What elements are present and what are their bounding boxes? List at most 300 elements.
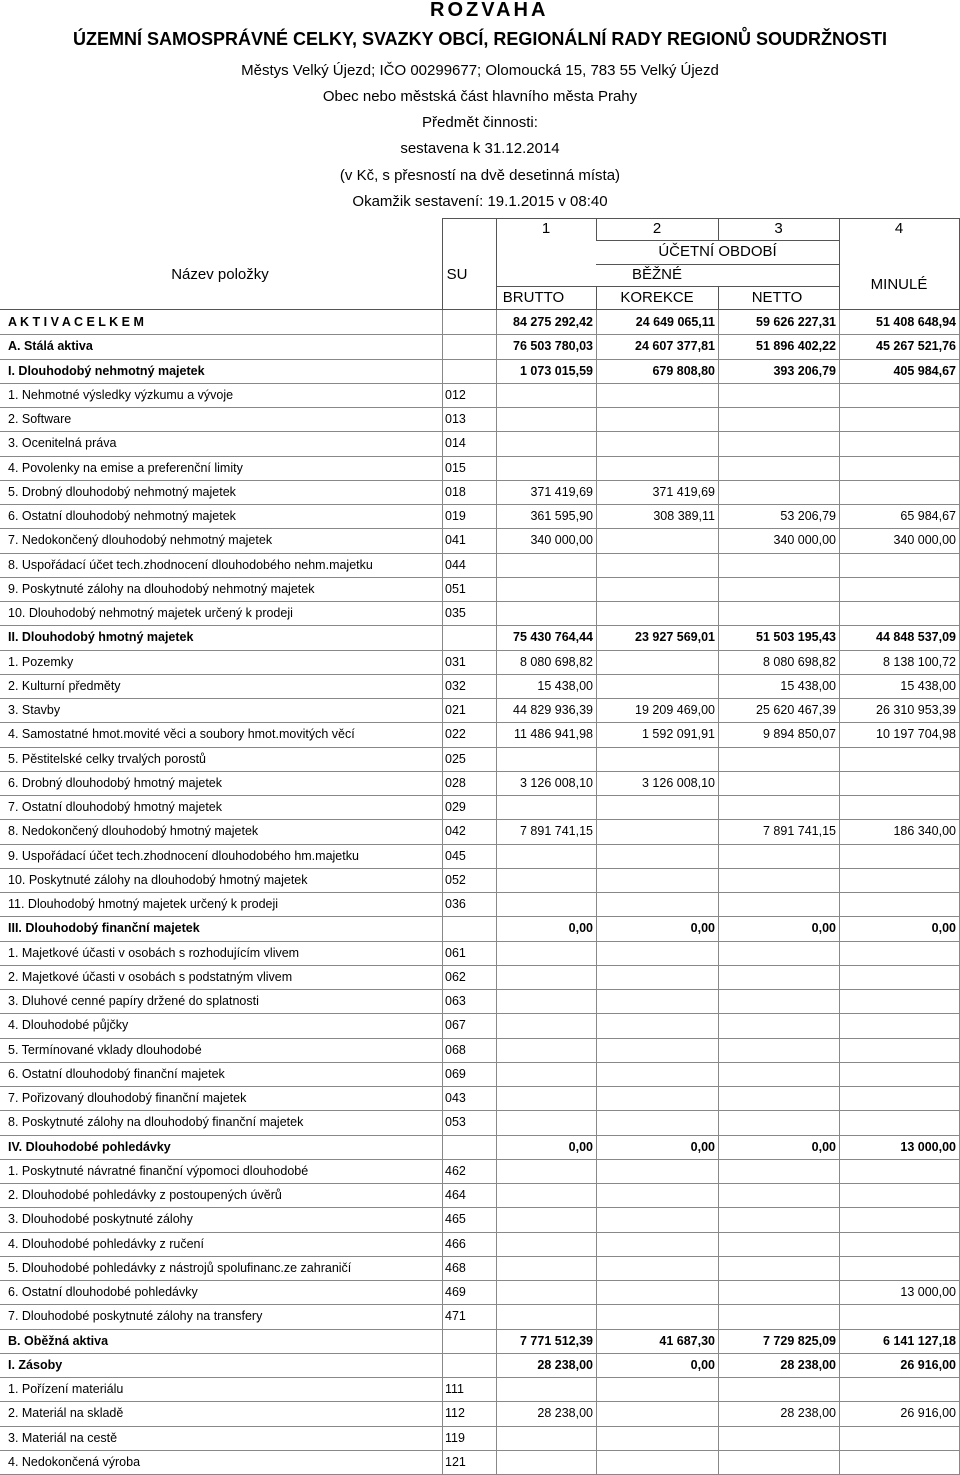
row-netto (718, 577, 839, 601)
row-su-code: 464 (445, 1188, 466, 1203)
row-brutto (496, 1183, 596, 1207)
table-row (0, 1159, 960, 1183)
row-netto (718, 1304, 839, 1328)
row-name: 7. Ostatní dlouhodobý hmotný majetek (8, 800, 223, 815)
row-name: 2. Materiál na skladě (8, 1406, 124, 1421)
row-netto: 7 891 741,15 (763, 824, 836, 839)
row-korekce: 24 649 065,11 (635, 315, 715, 330)
table-row (0, 989, 960, 1013)
row-korekce: 23 927 569,01 (635, 630, 715, 645)
row-netto (718, 1426, 839, 1450)
row-brutto: 0,00 (568, 1139, 593, 1154)
row-su-code (445, 334, 495, 358)
row-korekce: 0,00 (690, 1139, 715, 1154)
row-name: A K T I V A C E L K E M (8, 315, 144, 330)
row-brutto (496, 1426, 596, 1450)
row-netto: 51 896 402,22 (756, 339, 836, 354)
activity-label: Předmět činnosti: (422, 114, 538, 131)
row-minule: 26 916,00 (900, 1357, 956, 1372)
row-su-code: 032 (445, 678, 466, 693)
row-netto (718, 383, 839, 407)
row-minule (839, 553, 959, 577)
row-korekce: 3 126 008,10 (642, 775, 715, 790)
row-minule (839, 1450, 959, 1474)
period-label: ÚČETNÍ OBDOBÍ (658, 243, 777, 260)
row-netto: 15 438,00 (780, 678, 836, 693)
row-korekce (596, 1183, 718, 1207)
table-row (0, 1401, 960, 1425)
row-brutto: 371 419,69 (530, 484, 593, 499)
table-row (0, 528, 960, 552)
row-name: 1. Poskytnuté návratné finanční výpomoci dlouhodobé (8, 1163, 309, 1178)
row-korekce (596, 383, 718, 407)
row-minule: 26 310 953,39 (876, 703, 956, 718)
row-brutto (496, 1038, 596, 1062)
row-netto: 8 080 698,82 (763, 654, 836, 669)
compiled-date: sestavena k 31.12.2014 (400, 140, 560, 157)
document-subtitle: ÚZEMNÍ SAMOSPRÁVNÉ CELKY, SVAZKY OBCÍ, REGIONÁLNÍ RADY REGIONŮ SOUDRŽNOSTI (72, 29, 888, 49)
row-netto: 0,00 (811, 1139, 836, 1154)
row-brutto: 76 503 780,03 (513, 339, 593, 354)
row-minule: 13 000,00 (900, 1285, 956, 1300)
row-brutto (496, 1207, 596, 1231)
row-netto (718, 868, 839, 892)
row-korekce (596, 868, 718, 892)
row-brutto (496, 1159, 596, 1183)
row-su-code: 062 (445, 969, 466, 984)
table-row (0, 965, 960, 989)
row-netto (718, 480, 839, 504)
row-name: 5. Termínované vklady dlouhodobé (8, 1042, 202, 1057)
row-brutto: 28 238,00 (537, 1406, 593, 1421)
table-row (0, 1450, 960, 1474)
row-brutto (496, 1013, 596, 1037)
row-netto (718, 892, 839, 916)
row-korekce (596, 844, 718, 868)
row-minule: 10 197 704,98 (876, 727, 956, 742)
korekce-label: KOREKCE (620, 289, 694, 306)
row-name: 8. Uspořádací účet tech.zhodnocení dlouhodobého nehm.majetku (8, 557, 373, 572)
row-su-code: 042 (445, 824, 466, 839)
table-row (0, 1232, 960, 1256)
row-brutto: 340 000,00 (530, 533, 593, 548)
row-korekce: 0,00 (690, 1357, 715, 1372)
row-minule: 65 984,67 (900, 509, 956, 524)
row-korekce (596, 650, 718, 674)
row-netto (718, 1377, 839, 1401)
previous-period-label: MINULÉ (870, 276, 928, 293)
row-netto (718, 771, 839, 795)
row-su-code: 041 (445, 533, 466, 548)
row-netto (718, 1062, 839, 1086)
row-su-code: 019 (445, 509, 466, 524)
row-netto (718, 1086, 839, 1110)
row-brutto (496, 383, 596, 407)
row-korekce (596, 819, 718, 843)
table-row (0, 504, 960, 528)
row-minule (839, 771, 959, 795)
row-brutto: 1 073 015,59 (520, 363, 593, 378)
row-netto: 28 238,00 (780, 1406, 836, 1421)
row-netto (718, 601, 839, 625)
row-minule (839, 577, 959, 601)
row-su-code: 051 (445, 581, 466, 596)
row-korekce (596, 747, 718, 771)
row-brutto (496, 1377, 596, 1401)
row-name: 10. Poskytnuté zálohy na dlouhodobý hmotný majetek (8, 872, 308, 887)
row-netto: 53 206,79 (780, 509, 836, 524)
row-name: III. Dlouhodobý finanční majetek (8, 921, 200, 936)
row-name: 3. Materiál na cestě (8, 1430, 118, 1445)
row-su-code: 012 (445, 387, 466, 402)
row-brutto: 15 438,00 (537, 678, 593, 693)
table-row (0, 1329, 960, 1353)
row-name: 4. Dlouhodobé pohledávky z ručení (8, 1236, 204, 1251)
table-row (0, 698, 960, 722)
row-netto (718, 1159, 839, 1183)
row-su-code: 029 (445, 800, 466, 815)
row-su-code: 111 (445, 1382, 465, 1397)
row-korekce (596, 1256, 718, 1280)
table-row (0, 941, 960, 965)
table-row (0, 1086, 960, 1110)
table-row (0, 456, 960, 480)
row-korekce (596, 941, 718, 965)
row-minule (839, 1426, 959, 1450)
table-row (0, 1013, 960, 1037)
row-name: 2. Software (8, 412, 72, 427)
row-su-code: 119 (445, 1430, 465, 1445)
row-netto: 0,00 (811, 921, 836, 936)
row-brutto (496, 553, 596, 577)
row-su-code: 067 (445, 1018, 466, 1033)
table-row (0, 334, 960, 358)
row-name: 8. Poskytnuté zálohy na dlouhodobý finanční majetek (8, 1115, 304, 1130)
row-netto (718, 553, 839, 577)
row-brutto: 0,00 (568, 921, 593, 936)
row-su-code: 069 (445, 1066, 466, 1081)
row-su-code: 018 (445, 484, 466, 499)
row-korekce (596, 528, 718, 552)
row-netto: 7 729 825,09 (763, 1333, 836, 1348)
table-row (0, 553, 960, 577)
document-title: ROZVAHA (430, 0, 549, 21)
row-korekce: 41 687,30 (659, 1333, 715, 1348)
row-korekce (596, 1159, 718, 1183)
row-name: 5. Dlouhodobé pohledávky z nástrojů spolufinanc.ze zahraničí (8, 1260, 352, 1275)
row-minule (839, 383, 959, 407)
name-column-label: Název položky (171, 266, 269, 283)
row-minule (839, 1159, 959, 1183)
row-su-code: 014 (445, 436, 466, 451)
row-su-code (445, 310, 495, 334)
row-name: 9. Uspořádací účet tech.zhodnocení dlouhodobého hm.majetku (8, 848, 359, 863)
row-name: 4. Povolenky na emise a preferenční limity (8, 460, 243, 475)
row-su-code: 025 (445, 751, 466, 766)
row-brutto (496, 407, 596, 431)
row-minule (839, 795, 959, 819)
row-minule: 0,00 (931, 921, 956, 936)
table-row (0, 892, 960, 916)
row-netto: 28 238,00 (780, 1357, 836, 1372)
table-row (0, 747, 960, 771)
row-name: B. Oběžná aktiva (8, 1333, 109, 1348)
row-minule: 8 138 100,72 (883, 654, 956, 669)
row-korekce (596, 456, 718, 480)
table-row (0, 771, 960, 795)
row-brutto (496, 1304, 596, 1328)
table-row (0, 1426, 960, 1450)
row-name: 2. Dlouhodobé pohledávky z postoupených úvěrů (8, 1188, 282, 1203)
row-name: 6. Ostatní dlouhodobý nehmotný majetek (8, 509, 236, 524)
row-korekce (596, 1304, 718, 1328)
row-netto (718, 456, 839, 480)
row-netto (718, 965, 839, 989)
row-netto (718, 795, 839, 819)
row-minule: 13 000,00 (900, 1139, 956, 1154)
row-korekce (596, 1110, 718, 1134)
row-name: 1. Nehmotné výsledky výzkumu a vývoje (8, 387, 234, 402)
row-netto (718, 1110, 839, 1134)
row-minule (839, 456, 959, 480)
row-brutto (496, 1280, 596, 1304)
row-brutto (496, 1450, 596, 1474)
row-minule (839, 965, 959, 989)
row-brutto: 361 595,90 (530, 509, 593, 524)
row-minule (839, 1207, 959, 1231)
row-su-code: 052 (445, 872, 466, 887)
row-korekce (596, 1232, 718, 1256)
row-korekce (596, 965, 718, 989)
row-brutto (496, 844, 596, 868)
row-brutto (496, 1062, 596, 1086)
row-su-code: 468 (445, 1260, 466, 1275)
row-name: 11. Dlouhodobý hmotný majetek určený k prodeji (8, 897, 279, 912)
row-name: 3. Dlouhodobé poskytnuté zálohy (8, 1212, 193, 1227)
row-brutto (496, 1086, 596, 1110)
row-minule (839, 431, 959, 455)
row-korekce (596, 1377, 718, 1401)
table-row (0, 359, 960, 383)
row-netto (718, 1207, 839, 1231)
table-row (0, 650, 960, 674)
row-su-code: 045 (445, 848, 466, 863)
row-netto (718, 1256, 839, 1280)
table-row (0, 916, 960, 940)
row-su-code: 466 (445, 1236, 466, 1251)
row-brutto (496, 1256, 596, 1280)
col-number-4: 4 (894, 220, 904, 237)
row-minule (839, 868, 959, 892)
entity-info: Městys Velký Újezd; IČO 00299677; Olomoucká 15, 783 55 Velký Újezd (241, 62, 719, 79)
row-su-code: 044 (445, 557, 466, 572)
row-brutto: 44 829 936,39 (513, 703, 593, 718)
row-netto (718, 407, 839, 431)
row-su-code: 465 (445, 1212, 466, 1227)
row-netto (718, 1450, 839, 1474)
row-su-code (445, 1329, 495, 1353)
row-netto: 393 206,79 (773, 363, 836, 378)
netto-label: NETTO (751, 289, 803, 306)
municipality-line: Obec nebo městská část hlavního města Prahy (322, 88, 638, 105)
row-brutto (496, 1110, 596, 1134)
row-minule (839, 1038, 959, 1062)
row-su-code (445, 625, 495, 649)
row-brutto (496, 989, 596, 1013)
table-row (0, 1110, 960, 1134)
row-su-code: 068 (445, 1042, 466, 1057)
table-row (0, 1135, 960, 1159)
table-row (0, 1304, 960, 1328)
row-korekce: 19 209 469,00 (635, 703, 715, 718)
row-su-code (445, 1135, 495, 1159)
row-name: 5. Pěstitelské celky trvalých porostů (8, 751, 206, 766)
row-minule (839, 1232, 959, 1256)
row-name: 2. Majetkové účasti v osobách s podstatným vlivem (8, 969, 293, 984)
table-row (0, 577, 960, 601)
row-su-code: 021 (445, 703, 466, 718)
row-brutto (496, 431, 596, 455)
row-su-code: 013 (445, 412, 466, 427)
table-row (0, 601, 960, 625)
row-korekce (596, 1086, 718, 1110)
row-su-code: 015 (445, 460, 466, 475)
row-minule (839, 1013, 959, 1037)
row-name: 10. Dlouhodobý nehmotný majetek určený k prodeji (8, 606, 293, 621)
row-minule: 405 984,67 (893, 363, 956, 378)
row-korekce (596, 407, 718, 431)
row-minule: 186 340,00 (893, 824, 956, 839)
row-brutto (496, 747, 596, 771)
row-minule (839, 989, 959, 1013)
row-netto: 51 503 195,43 (756, 630, 836, 645)
row-korekce (596, 1280, 718, 1304)
row-name: 6. Ostatní dlouhodobý finanční majetek (8, 1066, 225, 1081)
row-su-code: 469 (445, 1285, 466, 1300)
row-su-code: 028 (445, 775, 466, 790)
row-netto (718, 1280, 839, 1304)
row-brutto (496, 577, 596, 601)
row-minule (839, 1304, 959, 1328)
row-korekce (596, 989, 718, 1013)
row-su-code: 035 (445, 606, 466, 621)
su-column-label: SU (446, 266, 468, 283)
row-minule (839, 1062, 959, 1086)
row-netto (718, 1183, 839, 1207)
row-name: 4. Nedokončená výroba (8, 1454, 141, 1469)
row-korekce (596, 553, 718, 577)
row-name: 5. Drobný dlouhodobý nehmotný majetek (8, 484, 236, 499)
table-row (0, 480, 960, 504)
row-korekce: 24 607 377,81 (635, 339, 715, 354)
table-row (0, 722, 960, 746)
row-netto (718, 747, 839, 771)
col-number-2: 2 (652, 220, 662, 237)
row-korekce (596, 1062, 718, 1086)
row-name: 3. Stavby (8, 703, 61, 718)
row-name: 7. Pořizovaný dlouhodobý finanční majetek (8, 1091, 247, 1106)
row-minule (839, 747, 959, 771)
row-minule (839, 601, 959, 625)
row-korekce (596, 1038, 718, 1062)
row-su-code: 022 (445, 727, 466, 742)
row-minule: 15 438,00 (900, 678, 956, 693)
table-row (0, 1062, 960, 1086)
row-netto: 340 000,00 (773, 533, 836, 548)
row-minule (839, 1183, 959, 1207)
row-korekce (596, 892, 718, 916)
row-korekce: 371 419,69 (652, 484, 715, 499)
table-row (0, 1256, 960, 1280)
timestamp: Okamžik sestavení: 19.1.2015 v 08:40 (352, 193, 608, 210)
row-brutto: 84 275 292,42 (513, 315, 593, 330)
row-korekce: 308 389,11 (653, 509, 715, 524)
row-su-code: 061 (445, 945, 466, 960)
brutto-label: BRUTTO (502, 289, 565, 306)
row-brutto (496, 892, 596, 916)
row-korekce (596, 795, 718, 819)
row-netto (718, 431, 839, 455)
col-number-1: 1 (541, 220, 551, 237)
row-brutto (496, 965, 596, 989)
row-su-code: 036 (445, 897, 466, 912)
table-row (0, 310, 960, 334)
row-name: 8. Nedokončený dlouhodobý hmotný majetek (8, 824, 259, 839)
row-korekce (596, 431, 718, 455)
row-name: I. Zásoby (8, 1357, 63, 1372)
row-korekce: 0,00 (690, 921, 715, 936)
row-minule: 6 141 127,18 (883, 1333, 956, 1348)
row-korekce (596, 1401, 718, 1425)
row-netto (718, 989, 839, 1013)
row-brutto: 7 771 512,39 (520, 1333, 593, 1348)
row-name: 2. Kulturní předměty (8, 678, 121, 693)
row-name: 1. Pozemky (8, 654, 74, 669)
row-su-code: 053 (445, 1115, 466, 1130)
row-korekce: 679 808,80 (652, 363, 715, 378)
row-minule (839, 892, 959, 916)
row-name: 6. Drobný dlouhodobý hmotný majetek (8, 775, 223, 790)
row-su-code (445, 1353, 495, 1377)
row-korekce (596, 1450, 718, 1474)
row-minule (839, 844, 959, 868)
table-row (0, 1038, 960, 1062)
row-netto (718, 1232, 839, 1256)
table-row (0, 1377, 960, 1401)
table-row (0, 383, 960, 407)
row-netto (718, 941, 839, 965)
row-korekce (596, 1426, 718, 1450)
row-brutto (496, 868, 596, 892)
row-korekce (596, 1207, 718, 1231)
row-netto (718, 1038, 839, 1062)
row-brutto (496, 1232, 596, 1256)
row-name: 7. Dlouhodobé poskytnuté zálohy na transfery (8, 1309, 263, 1324)
units-note: (v Kč, s přesností na dvě desetinná místa) (339, 167, 621, 184)
row-minule: 51 408 648,94 (876, 315, 956, 330)
row-name: 9. Poskytnuté zálohy na dlouhodobý nehmotný majetek (8, 581, 315, 596)
row-brutto: 28 238,00 (537, 1357, 593, 1372)
row-name: 4. Samostatné hmot.movité věci a soubory hmot.movitých věcí (8, 727, 355, 742)
table-row (0, 431, 960, 455)
row-name: II. Dlouhodobý hmotný majetek (8, 630, 194, 645)
table-row (0, 819, 960, 843)
row-netto (718, 1013, 839, 1037)
row-name: IV. Dlouhodobé pohledávky (8, 1139, 171, 1154)
row-brutto (496, 601, 596, 625)
row-minule (839, 941, 959, 965)
row-su-code: 043 (445, 1091, 466, 1106)
